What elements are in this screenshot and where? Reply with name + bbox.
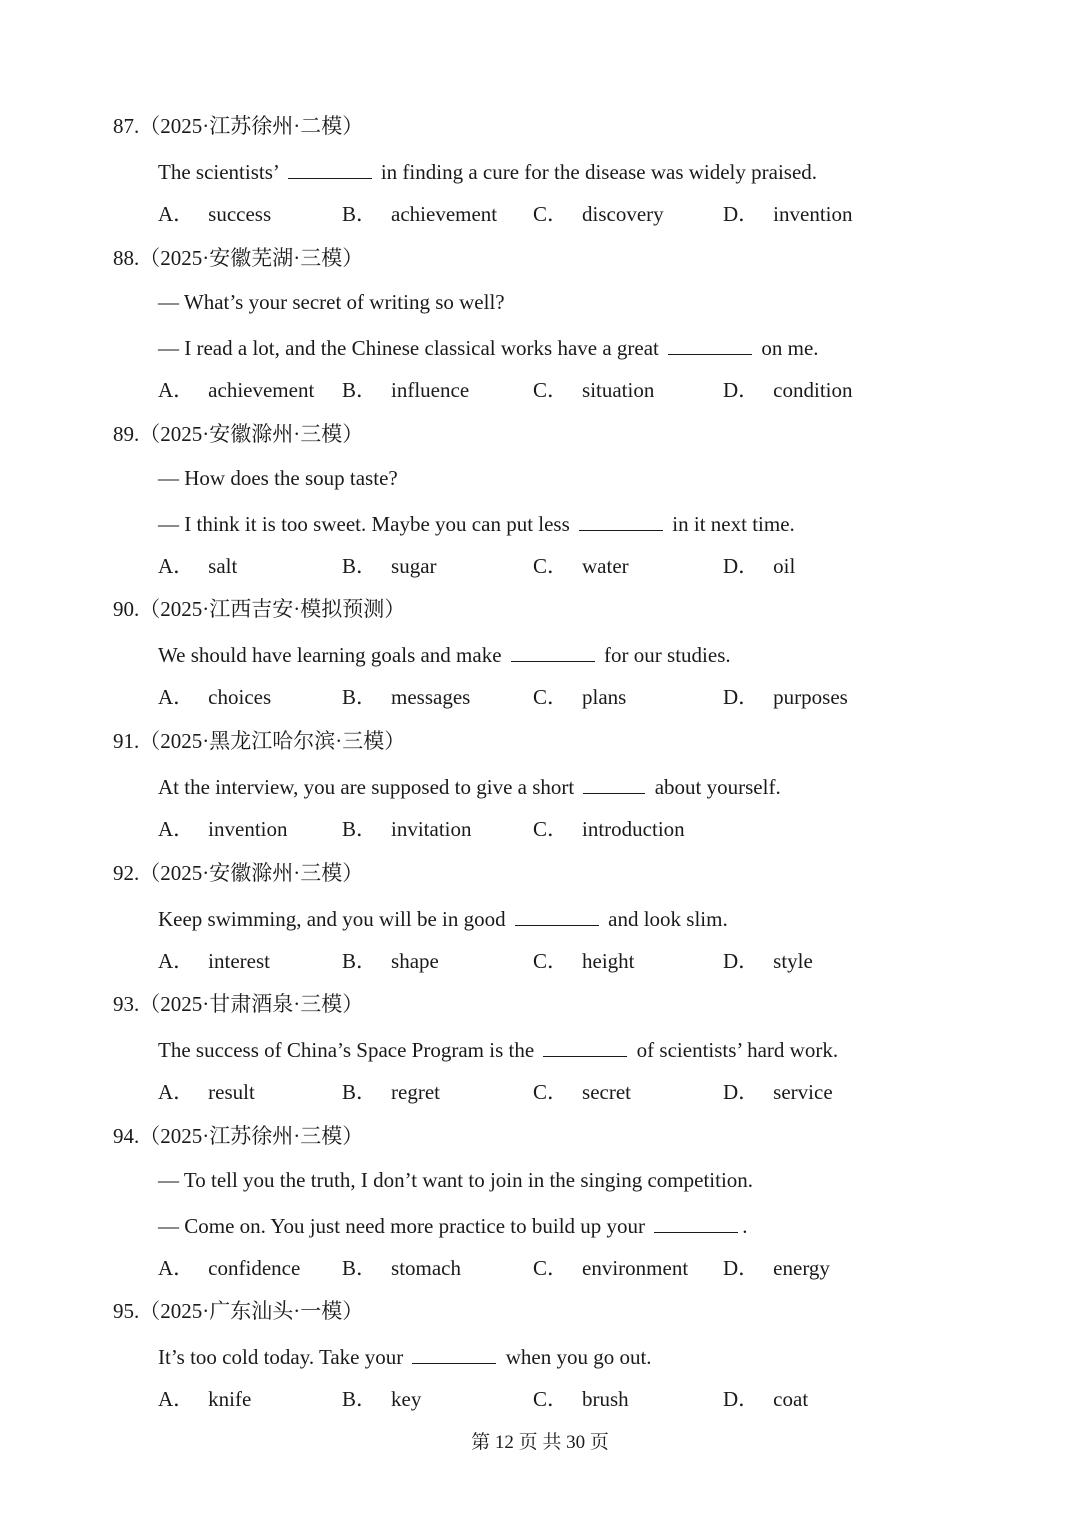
option-b: B． invitation [342,817,472,841]
option-d: D． style [723,949,813,973]
question-source: （2025·广东汕头·一模） [139,1299,364,1323]
option-d: D． coat [723,1387,809,1411]
option-c: C． secret [533,1080,631,1104]
question-line: — How does the soup taste? [158,466,398,490]
option-d: D． invention [723,202,853,226]
answer-blank [511,639,595,662]
option-d: D． condition [723,378,853,402]
answer-blank [668,332,752,355]
question-header [113,420,363,448]
option-b: B． messages [342,685,471,709]
option-d: D． purposes [723,685,848,709]
answer-blank [583,771,645,794]
option-d: D． oil [723,554,796,578]
answer-blank [543,1034,627,1057]
question-source: （2025·安徽滁州·三模） [139,861,364,885]
question-number: 95. [113,1299,140,1323]
option-a: A． invention [158,817,288,841]
answer-blank [288,156,372,179]
option-c: C． water [533,554,629,578]
option-b: B． sugar [342,554,437,578]
question-line: The success of China’s Space Program is the of scientists’ hard work. [158,1034,838,1064]
question-header [113,1297,363,1325]
answer-blank [515,903,599,926]
question-line: We should have learning goals and make for our studies. [158,639,731,669]
option-c: C． environment [533,1256,689,1280]
question-header [113,244,363,272]
option-c: C． introduction [533,817,685,841]
question-source: （2025·黑龙江哈尔滨·三模） [139,729,406,753]
question-line: — I think it is too sweet. Maybe you can put less in it next time. [158,508,795,538]
option-b: B． influence [342,378,470,402]
answer-blank [654,1210,738,1233]
answer-blank [579,508,663,531]
option-a: A． interest [158,949,270,973]
option-a: A． confidence [158,1256,301,1280]
question-header [113,112,363,140]
question-number: 88. [113,246,140,270]
question-source: （2025·江西吉安·模拟预测） [139,597,406,621]
question-source: （2025·江苏徐州·二模） [139,114,364,138]
option-c: C． discovery [533,202,664,226]
option-b: B． stomach [342,1256,461,1280]
option-d: D． service [723,1080,833,1104]
option-b: B． achievement [342,202,498,226]
question-number: 89. [113,422,140,446]
option-a: A． choices [158,685,272,709]
question-source: （2025·甘肃酒泉·三模） [139,992,364,1016]
question-header [113,1122,363,1150]
question-number: 94. [113,1124,140,1148]
question-number: 91. [113,729,140,753]
option-c: C． brush [533,1387,629,1411]
question-line: — Come on. You just need more practice to build up your . [158,1210,748,1240]
option-b: B． shape [342,949,439,973]
option-d: D． energy [723,1256,830,1280]
question-line: — I read a lot, and the Chinese classical works have a great on me. [158,332,819,362]
question-line: At the interview, you are supposed to give a short about yourself. [158,771,781,801]
question-header [113,990,363,1018]
question-header [113,595,405,623]
option-a: A． result [158,1080,255,1104]
answer-blank [412,1341,496,1364]
question-line: Keep swimming, and you will be in good and look slim. [158,903,728,933]
option-b: B． key [342,1387,422,1411]
question-line: It’s too cold today. Take your when you go out. [158,1341,652,1371]
option-b: B． regret [342,1080,440,1104]
question-number: 90. [113,597,140,621]
option-c: C． situation [533,378,655,402]
page-footer: 第 12 页 共 30 页 [471,1432,609,1453]
question-line: — To tell you the truth, I don’t want to join in the singing competition. [158,1168,754,1192]
question-number: 87. [113,114,140,138]
option-c: C． plans [533,685,627,709]
option-c: C． height [533,949,635,973]
question-number: 93. [113,992,140,1016]
question-header [113,727,405,755]
question-header [113,859,363,887]
question-source: （2025·安徽滁州·三模） [139,422,364,446]
option-a: A． success [158,202,272,226]
question-line: The scientists’ in finding a cure for the disease was widely praised. [158,156,817,186]
question-number: 92. [113,861,140,885]
option-a: A． knife [158,1387,252,1411]
question-source: （2025·江苏徐州·三模） [139,1124,364,1148]
option-a: A． achievement [158,378,315,402]
option-a: A． salt [158,554,238,578]
question-source: （2025·安徽芜湖·三模） [139,246,364,270]
question-line: — What’s your secret of writing so well? [158,290,505,314]
